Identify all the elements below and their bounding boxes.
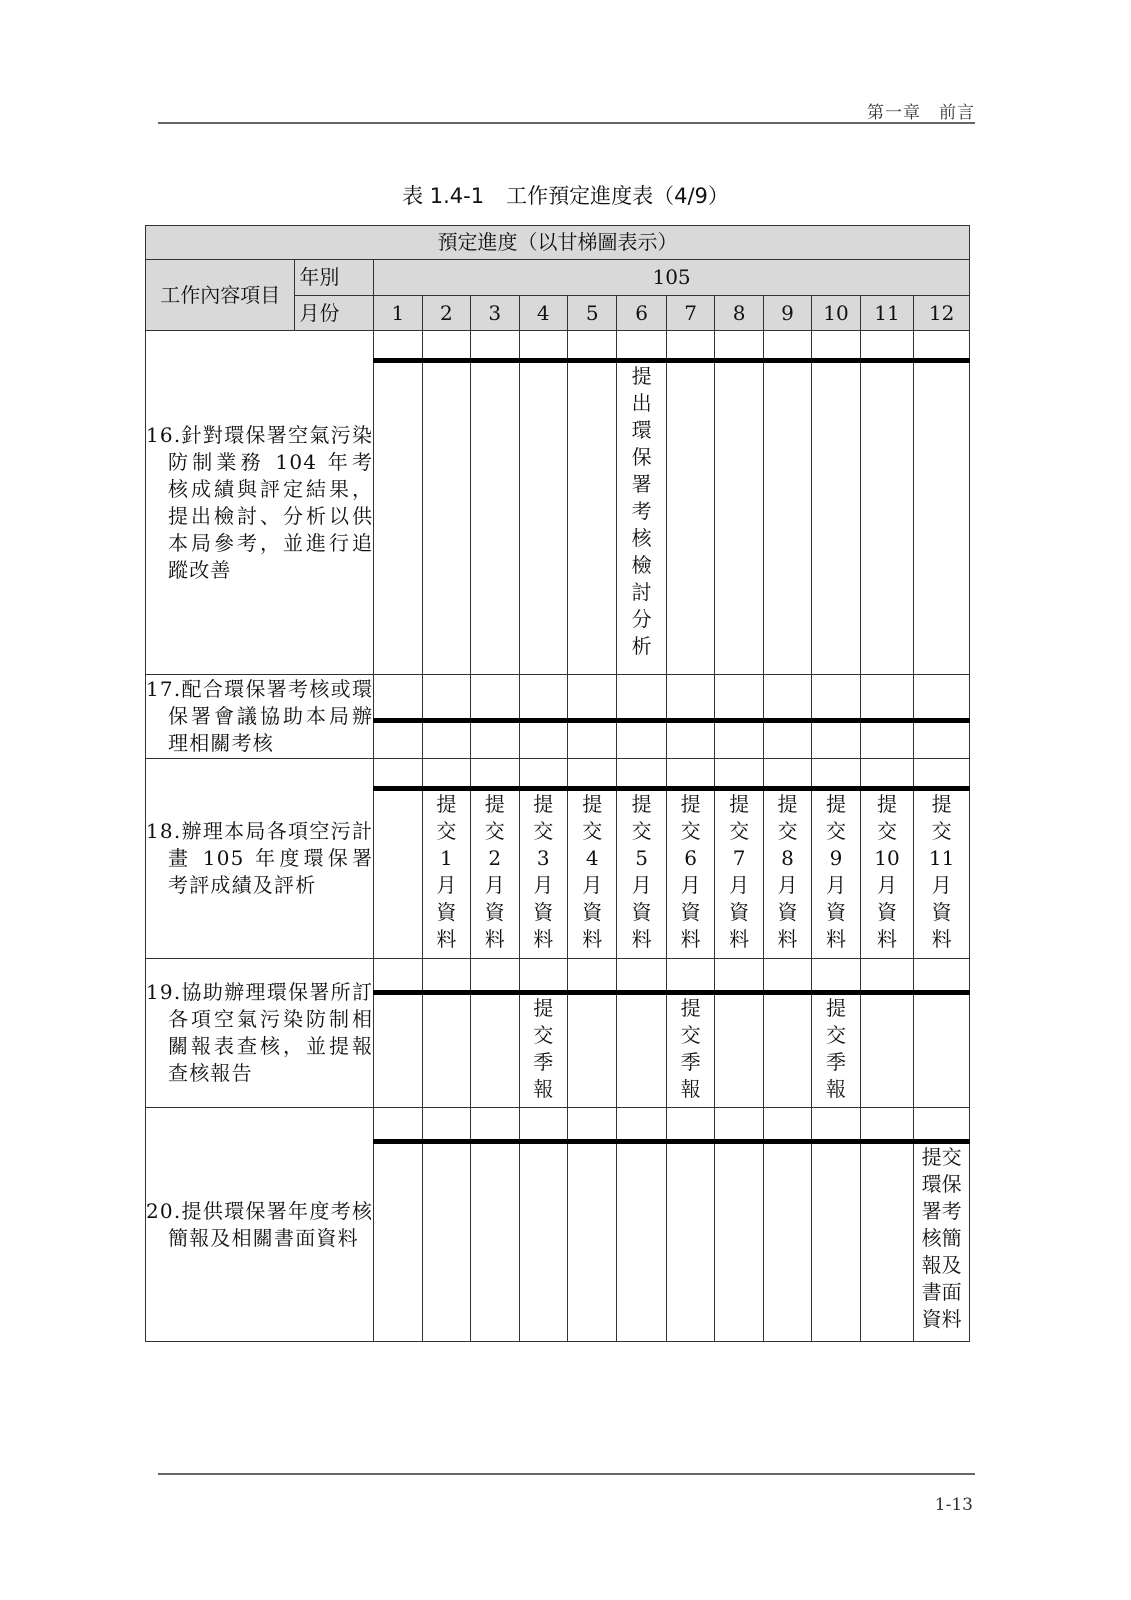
month-cell	[519, 361, 567, 675]
gantt-bar-cell	[567, 675, 616, 721]
month-cell	[812, 361, 860, 675]
task-text: 18.辦理本局各項空污計畫 105 年度環保署考評成績及評析	[146, 819, 374, 897]
gantt-bar-cell	[471, 959, 519, 993]
month-cell	[715, 993, 763, 1108]
gantt-bar-cell	[567, 959, 616, 993]
gantt-bar-cell	[422, 759, 470, 789]
gantt-bar-cell	[374, 1108, 422, 1142]
month-header-9: 9	[763, 296, 811, 331]
gantt-bar-cell	[763, 959, 811, 993]
milestone-note: 提 交 9 月 資 料	[825, 792, 846, 951]
task-bar-row	[146, 959, 970, 993]
gantt-bar-cell	[567, 759, 616, 789]
milestone-note: 提 交 4 月 資 料	[582, 792, 603, 951]
header-rule	[158, 122, 975, 124]
gantt-bar-cell	[471, 675, 519, 721]
month-cell	[471, 721, 519, 759]
gantt-bar-cell	[422, 331, 470, 361]
month-cell	[374, 721, 422, 759]
gantt-bar-cell	[715, 959, 763, 993]
month-header-2: 2	[422, 296, 470, 331]
milestone-note: 提 交 7 月 資 料	[729, 792, 750, 951]
gantt-bar-cell	[812, 331, 860, 361]
month-cell	[617, 361, 666, 675]
month-cell	[666, 721, 714, 759]
gantt-bar-cell	[617, 959, 666, 993]
milestone-note: 提 交 1 月 資 料	[436, 792, 457, 951]
milestone-note: 提 交 季 報	[825, 996, 846, 1101]
gantt-bar-cell	[860, 959, 914, 993]
gantt-bar-cell	[860, 759, 914, 789]
gantt-bar-cell	[422, 959, 470, 993]
gantt-bar-cell	[763, 331, 811, 361]
gantt-bar-cell	[812, 675, 860, 721]
month-header-8: 8	[715, 296, 763, 331]
gantt-bar-cell	[914, 759, 970, 789]
month-cell	[860, 789, 914, 959]
gantt-bar-cell	[715, 759, 763, 789]
month-header-6: 6	[617, 296, 666, 331]
month-cell	[715, 361, 763, 675]
milestone-note: 提交 環保 署考 核簡 報及 書面 資料	[921, 1145, 962, 1331]
gantt-bar-cell	[812, 759, 860, 789]
year-value: 105	[374, 260, 970, 296]
month-cell	[860, 1142, 914, 1342]
task-bar-row	[146, 759, 970, 789]
task-cell	[146, 1108, 374, 1342]
gantt-bar-cell	[519, 1108, 567, 1142]
gantt-bar-cell	[471, 759, 519, 789]
gantt-bar-cell	[666, 1108, 714, 1142]
month-cell	[471, 789, 519, 959]
gantt-bar-cell	[519, 759, 567, 789]
gantt-bar-cell	[914, 331, 970, 361]
month-header: 月份	[295, 296, 374, 331]
gantt-bar-cell	[914, 675, 970, 721]
month-cell	[422, 789, 470, 959]
month-cell	[763, 1142, 811, 1342]
milestone-note: 提 交 8 月 資 料	[777, 792, 798, 951]
gantt-bar-cell	[666, 675, 714, 721]
month-cell	[422, 361, 470, 675]
table-title: 工作預定進度表（4/9）	[506, 184, 729, 208]
task-cell	[146, 759, 374, 959]
task-text: 20.提供環保署年度考核簡報及相關書面資料	[146, 1198, 374, 1250]
month-cell	[666, 789, 714, 959]
month-cell	[914, 1142, 970, 1342]
table-caption	[0, 180, 1131, 210]
month-cell	[471, 361, 519, 675]
month-header-4: 4	[519, 296, 567, 331]
month-cell	[567, 721, 616, 759]
gantt-bar-cell	[914, 959, 970, 993]
month-cell	[567, 361, 616, 675]
milestone-note: 提 交 5 月 資 料	[631, 792, 652, 951]
gantt-bar-cell	[715, 675, 763, 721]
milestone-note: 提 交 10 月 資 料	[874, 792, 900, 951]
month-cell	[715, 789, 763, 959]
month-cell	[519, 789, 567, 959]
gantt-bar-cell	[715, 331, 763, 361]
milestone-note: 提 交 2 月 資 料	[484, 792, 505, 951]
work-item-header: 工作內容項目	[146, 260, 295, 331]
month-cell	[374, 361, 422, 675]
month-cell	[519, 721, 567, 759]
task-cell	[146, 959, 374, 1108]
milestone-note: 提 交 季 報	[680, 996, 701, 1101]
gantt-table	[145, 225, 970, 1342]
gantt-bar-cell	[519, 331, 567, 361]
gantt-bar-cell	[519, 675, 567, 721]
month-cell	[763, 721, 811, 759]
task-bar-row	[146, 331, 970, 361]
gantt-bar-cell	[763, 759, 811, 789]
task-text: 19.協助辦理環保署所訂各項空氣污染防制相關報表查核，並提報查核報告	[146, 980, 374, 1085]
page-number: 1-13	[934, 1495, 973, 1515]
milestone-note: 提 交 季 報	[533, 996, 554, 1101]
task-text: 16.針對環保署空氣污染防制業務 104 年考核成績與評定結果，提出檢討、分析以供本局參考，並進行追蹤改善	[146, 422, 374, 582]
task-bar-row	[146, 675, 970, 721]
gantt-bar-cell	[914, 1108, 970, 1142]
gantt-bar-cell	[471, 1108, 519, 1142]
month-cell	[617, 721, 666, 759]
gantt-bar-cell	[860, 1108, 914, 1142]
milestone-note: 提 交 11 月 資 料	[928, 792, 955, 951]
month-cell	[567, 1142, 616, 1342]
gantt-bar-cell	[763, 675, 811, 721]
gantt-bar-cell	[422, 1108, 470, 1142]
gantt-bar-cell	[860, 331, 914, 361]
month-cell	[666, 361, 714, 675]
month-cell	[617, 993, 666, 1108]
month-cell	[519, 993, 567, 1108]
month-cell	[860, 361, 914, 675]
month-cell	[812, 789, 860, 959]
month-cell	[422, 1142, 470, 1342]
month-cell	[914, 993, 970, 1108]
month-cell	[763, 789, 811, 959]
task-cell	[146, 331, 374, 675]
month-cell	[666, 1142, 714, 1342]
month-cell	[860, 993, 914, 1108]
gantt-bar-cell	[617, 675, 666, 721]
task-text: 17.配合環保署考核或環保署會議協助本局辦理相關考核	[146, 677, 374, 755]
month-header-10: 10	[812, 296, 860, 331]
gantt-bar-cell	[812, 1108, 860, 1142]
milestone-note: 提 交 3 月 資 料	[533, 792, 554, 951]
gantt-bar-cell	[567, 1108, 616, 1142]
gantt-bar-cell	[666, 959, 714, 993]
month-cell	[519, 1142, 567, 1342]
table-number: 表 1.4-1	[402, 184, 485, 208]
gantt-bar-cell	[666, 331, 714, 361]
month-cell	[812, 1142, 860, 1342]
month-cell	[812, 721, 860, 759]
gantt-bar-cell	[471, 331, 519, 361]
month-cell	[914, 361, 970, 675]
gantt-bar-cell	[374, 675, 422, 721]
month-cell	[715, 1142, 763, 1342]
month-cell	[374, 1142, 422, 1342]
gantt-bar-cell	[763, 1108, 811, 1142]
chapter-title: 第一章 前言	[867, 103, 975, 123]
month-cell	[567, 789, 616, 959]
task-bar-row	[146, 1108, 970, 1142]
month-cell	[666, 993, 714, 1108]
month-header-12: 12	[914, 296, 970, 331]
gantt-bar-cell	[374, 759, 422, 789]
month-cell	[374, 993, 422, 1108]
month-header-1: 1	[374, 296, 422, 331]
month-cell	[914, 789, 970, 959]
month-header-3: 3	[471, 296, 519, 331]
month-cell	[471, 1142, 519, 1342]
gantt-bar-cell	[617, 331, 666, 361]
month-header-11: 11	[860, 296, 914, 331]
gantt-bar-cell	[519, 959, 567, 993]
gantt-bar-cell	[374, 959, 422, 993]
month-cell	[617, 1142, 666, 1342]
gantt-bar-cell	[617, 759, 666, 789]
month-cell	[763, 361, 811, 675]
schedule-title: 預定進度（以甘梯圖表示）	[146, 226, 970, 260]
month-cell	[763, 993, 811, 1108]
gantt-bar-cell	[860, 675, 914, 721]
task-cell	[146, 675, 374, 759]
month-cell	[567, 993, 616, 1108]
year-header: 年別	[295, 260, 374, 296]
month-cell	[715, 721, 763, 759]
milestone-note: 提 交 6 月 資 料	[680, 792, 701, 951]
month-cell	[860, 721, 914, 759]
footer-rule	[158, 1473, 975, 1475]
month-cell	[471, 993, 519, 1108]
gantt-bar-cell	[715, 1108, 763, 1142]
milestone-note: 提 出 環 保 署 考 核 檢 討 分 析	[631, 364, 652, 658]
gantt-bar-cell	[422, 675, 470, 721]
month-cell	[812, 993, 860, 1108]
gantt-bar-cell	[567, 331, 616, 361]
gantt-bar-cell	[812, 959, 860, 993]
month-cell	[617, 789, 666, 959]
month-cell	[422, 993, 470, 1108]
month-cell	[914, 721, 970, 759]
month-header-7: 7	[666, 296, 714, 331]
month-cell	[422, 721, 470, 759]
gantt-bar-cell	[666, 759, 714, 789]
month-header-5: 5	[567, 296, 616, 331]
gantt-bar-cell	[374, 331, 422, 361]
month-cell	[374, 789, 422, 959]
gantt-bar-cell	[617, 1108, 666, 1142]
page-header	[158, 94, 975, 124]
